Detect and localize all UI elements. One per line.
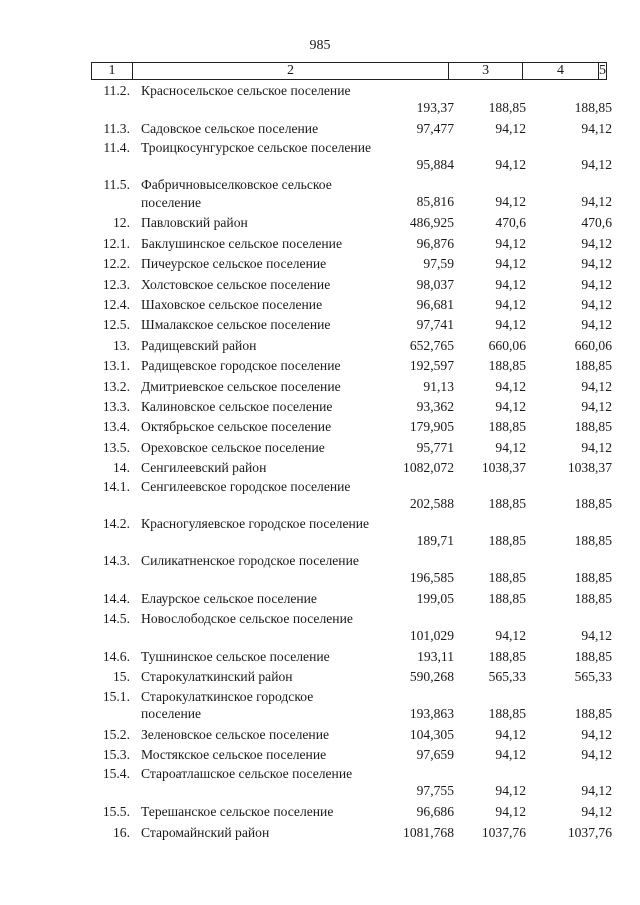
value-col-4: 94,12 [495,747,526,763]
municipality-name: Сенгилеевский район [141,460,267,476]
row-number: 14.1. [102,479,130,495]
value-col-5: 188,85 [574,570,612,586]
municipality-name: Холстовское сельское поселение [141,276,331,292]
table-row [0,234,640,254]
value-col-3: 91,13 [423,378,454,394]
value-col-4: 94,12 [495,378,526,394]
value-col-4: 470,6 [495,215,526,231]
municipality-name: Старомайнский район [141,824,270,840]
value-col-5: 94,12 [581,726,612,742]
row-number: 13.5. [102,439,130,455]
value-col-4: 94,12 [495,276,526,292]
row-number: 15. [113,669,130,685]
value-col-3: 95,884 [416,157,454,173]
value-col-4: 1038,37 [481,460,526,476]
value-col-3: 179,905 [409,419,454,435]
table-row [0,589,640,609]
value-col-4: 188,85 [488,358,526,374]
row-number: 12.3. [102,276,130,292]
municipality-name: Троицкосунгурское сельское поселение [141,140,372,156]
value-col-4: 188,85 [488,496,526,512]
value-col-5: 660,06 [574,337,612,353]
table-row [0,725,640,745]
table-row [0,176,640,213]
municipality-name: Пичеурское сельское поселение [141,256,327,272]
municipality-name: Сенгилеевское городское поселение [141,479,351,495]
value-col-3: 199,05 [416,591,454,607]
value-col-5: 94,12 [581,157,612,173]
value-col-5: 94,12 [581,804,612,820]
value-col-5: 94,12 [581,194,612,210]
row-number: 11.3. [103,121,130,136]
value-col-4: 94,12 [495,121,526,136]
value-col-4: 94,12 [495,296,526,312]
value-col-3: 1082,072 [403,460,454,476]
value-col-4: 188,85 [488,591,526,607]
row-number: 14.3. [102,553,130,569]
row-number: 14.4. [102,591,130,607]
row-number: 15.4. [102,766,130,782]
table-row [0,417,640,437]
table-header [91,62,607,80]
table-row [0,647,640,667]
municipality-name: Шмалакское сельское поселение [141,317,331,333]
value-col-4: 94,12 [495,726,526,742]
value-col-5: 94,12 [581,783,612,799]
table-row [0,336,640,356]
value-col-3: 193,37 [416,100,454,115]
municipality-name: Садовское сельское поселение [141,121,319,136]
value-col-5: 188,85 [574,648,612,664]
value-col-4: 94,12 [495,317,526,333]
table-row [0,397,640,417]
value-col-3: 189,71 [416,533,454,549]
value-col-5: 188,85 [574,358,612,374]
table-row [0,610,640,647]
value-col-5: 470,6 [581,215,612,231]
table-row [0,667,640,687]
value-col-4: 188,85 [488,705,526,721]
value-col-5: 188,85 [574,419,612,435]
table-row [0,802,640,822]
table-row [0,823,640,843]
row-number: 13.1. [102,358,130,374]
municipality-name: Шаховское сельское поселение [141,296,323,312]
value-col-4: 94,12 [495,194,526,210]
row-number: 13.2. [102,378,130,394]
municipality-name: Фабричновыселковское сельское поселение [141,177,332,210]
row-number: 15.1. [102,688,130,704]
municipality-name: Дмитриевское сельское поселение [141,378,341,394]
municipality-name: Силикатненское городское поселение [141,553,359,569]
value-col-4: 94,12 [495,398,526,414]
value-col-5: 188,85 [574,496,612,512]
table-row [0,478,640,515]
municipality-name: Красносельское сельское поселение [141,83,351,98]
row-number: 14. [113,460,130,476]
value-col-3: 192,597 [409,358,454,374]
value-col-3: 486,925 [409,215,454,231]
municipality-name: Октябрьское сельское поселение [141,419,332,435]
municipality-name: Староатлашское сельское поселение [141,766,353,782]
table-row [0,377,640,397]
value-col-3: 98,037 [416,276,454,292]
table-row [0,82,640,119]
value-col-3: 96,686 [416,804,454,820]
table-body [0,82,640,843]
table-row [0,315,640,335]
table-row [0,119,640,139]
value-col-5: 94,12 [581,378,612,394]
table-row [0,438,640,458]
value-col-4: 565,33 [488,669,526,685]
value-col-3: 97,59 [423,256,454,272]
value-col-3: 101,029 [409,627,454,643]
value-col-3: 196,585 [409,570,454,586]
value-col-3: 96,876 [416,235,454,251]
municipality-name: Зеленовское сельское поселение [141,726,330,742]
value-col-4: 94,12 [495,804,526,820]
row-number: 12.4. [102,296,130,312]
municipality-name: Терешанское сельское поселение [141,804,334,820]
page-number: 985 [309,38,331,53]
value-col-3: 95,771 [416,439,454,455]
value-col-3: 193,11 [417,648,454,664]
value-col-4: 94,12 [495,235,526,251]
value-col-5: 188,85 [574,533,612,549]
column-header-4: 4 [523,63,599,79]
column-header-5: 5 [599,63,606,78]
column-header-2: 2 [133,63,449,79]
table-row [0,765,640,802]
value-col-3: 97,659 [416,747,454,763]
table-row [0,688,640,725]
value-col-3: 1081,768 [403,824,454,840]
municipality-name: Елаурское сельское поселение [141,591,317,607]
value-col-5: 94,12 [581,296,612,312]
row-number: 11.5. [103,177,130,193]
table-row [0,213,640,233]
municipality-name: Старокулаткинское городское поселение [141,688,314,722]
table-row [0,139,640,176]
row-number: 13.3. [102,398,130,414]
row-number: 14.2. [102,516,130,532]
municipality-name: Мостякское сельское поселение [141,747,327,763]
value-col-5: 1038,37 [567,460,612,476]
value-col-4: 94,12 [495,627,526,643]
value-col-5: 188,85 [574,705,612,721]
value-col-4: 188,85 [488,419,526,435]
row-number: 12. [113,215,130,231]
row-number: 14.5. [102,610,130,626]
value-col-5: 188,85 [574,100,612,115]
row-number: 12.2. [102,256,130,272]
value-col-3: 97,755 [416,783,454,799]
value-col-3: 93,362 [416,398,454,414]
value-col-3: 96,681 [416,296,454,312]
municipality-name: Ореховское сельское поселение [141,439,325,455]
row-number: 14.6. [102,648,130,664]
row-number: 12.1. [102,235,130,251]
value-col-4: 188,85 [488,570,526,586]
row-number: 16. [113,824,130,840]
value-col-4: 94,12 [495,439,526,455]
row-number: 13.4. [102,419,130,435]
value-col-5: 94,12 [581,317,612,333]
column-header-1: 1 [92,63,133,79]
table-row [0,295,640,315]
value-col-3: 97,741 [416,317,454,333]
municipality-name: Радищевское городское поселение [141,358,341,374]
value-col-5: 94,12 [581,235,612,251]
row-number: 15.3. [102,747,130,763]
value-col-4: 94,12 [495,783,526,799]
value-col-3: 85,816 [416,194,454,210]
table-row [0,745,640,765]
value-col-5: 188,85 [574,591,612,607]
value-col-4: 188,85 [488,533,526,549]
table-row [0,552,640,589]
municipality-name: Тушнинское сельское поселение [141,648,330,664]
municipality-name: Павловский район [141,215,248,231]
value-col-3: 652,765 [409,337,454,353]
value-col-4: 1037,76 [481,824,526,840]
value-col-3: 202,588 [409,496,454,512]
value-col-5: 94,12 [581,398,612,414]
row-number: 12.5. [102,317,130,333]
value-col-5: 94,12 [581,256,612,272]
value-col-4: 94,12 [495,157,526,173]
value-col-5: 94,12 [581,276,612,292]
value-col-4: 94,12 [495,256,526,272]
table-row [0,458,640,478]
row-number: 13. [113,337,130,353]
row-number: 11.2. [103,83,130,98]
value-col-5: 565,33 [574,669,612,685]
municipality-name: Новослободское сельское поселение [141,610,353,626]
table-row [0,515,640,552]
value-col-5: 94,12 [581,747,612,763]
row-number: 15.2. [102,726,130,742]
value-col-3: 193,863 [409,705,454,721]
value-col-3: 590,268 [409,669,454,685]
municipality-name: Радищевский район [141,337,257,353]
value-col-3: 104,305 [409,726,454,742]
value-col-5: 94,12 [581,627,612,643]
column-header-3: 3 [449,63,523,79]
value-col-4: 660,06 [488,337,526,353]
value-col-3: 97,477 [416,121,454,136]
value-col-5: 94,12 [581,121,612,136]
municipality-name: Калиновское сельское поселение [141,398,333,414]
municipality-name: Красногуляевское городское поселение [141,516,370,532]
table-row [0,275,640,295]
value-col-5: 1037,76 [567,824,612,840]
row-number: 11.4. [103,140,130,156]
value-col-4: 188,85 [488,648,526,664]
value-col-4: 188,85 [488,100,526,115]
table-row [0,356,640,376]
value-col-5: 94,12 [581,439,612,455]
table-row [0,254,640,274]
municipality-name: Баклушинское сельское поселение [141,235,342,251]
row-number: 15.5. [102,804,130,820]
municipality-name: Старокулаткинский район [141,669,293,685]
